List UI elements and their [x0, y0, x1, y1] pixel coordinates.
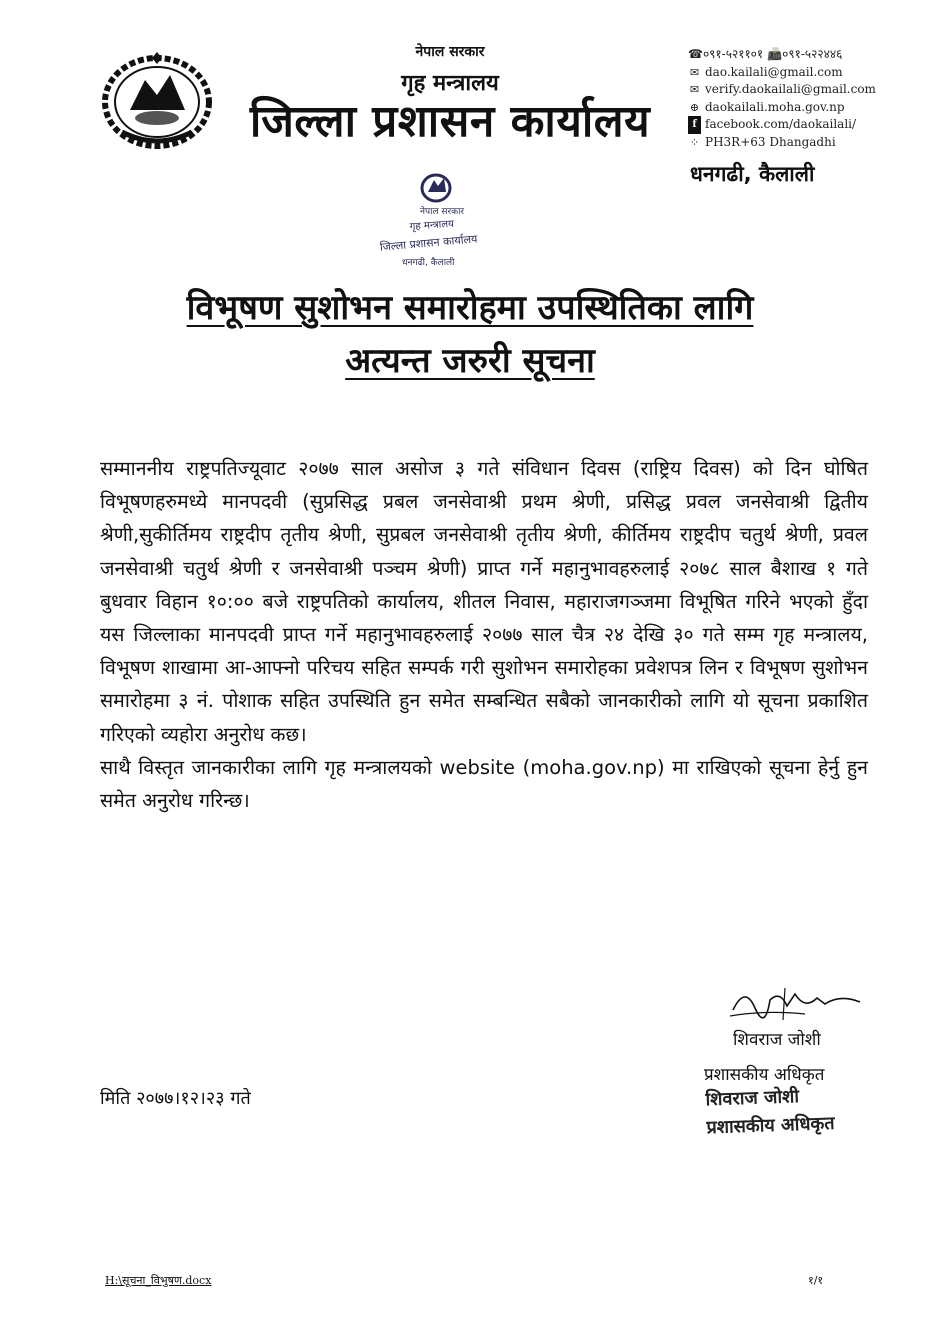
- body-paragraph-2: साथै विस्तृत जानकारीका लागि गृह मन्त्रालयको website (moha.gov.np) मा राखिएको सूचना हेर्नु हुन समेत अनुरोध गरिन्छ।: [100, 755, 868, 813]
- facebook-icon: f: [688, 116, 701, 134]
- handwritten-signature: [725, 980, 865, 1025]
- facebook-link: facebook.com/daokailali/: [705, 117, 857, 131]
- fax-number: 📠०९१-५२२४४६: [767, 47, 843, 61]
- signature-block: [700, 980, 900, 1139]
- nepal-government-emblem-icon: [100, 50, 215, 150]
- phone-number: ☎०९१-५२११०१: [688, 47, 764, 61]
- government-name: नेपाल सरकार: [415, 44, 485, 60]
- svg-text:जिल्ला प्रशासन कार्यालय: जिल्ला प्रशासन कार्यालय: [379, 232, 478, 254]
- office-location: धनगढी, कैलाली: [690, 162, 815, 186]
- pluscode-row: [688, 134, 888, 152]
- contact-block: [688, 46, 888, 151]
- title-line-2: अत्यन्त जरुरी सूचना: [345, 340, 595, 381]
- phone-row: [688, 46, 888, 64]
- email-row-1: [688, 64, 888, 82]
- file-path: H:\सूचना_विभुषण.docx: [105, 1274, 212, 1287]
- ministry-name: गृह मन्त्रालय: [401, 71, 499, 96]
- name-stamp: [705, 1080, 901, 1143]
- email-row-2: [688, 81, 888, 99]
- svg-text:गृह मन्त्रालय: गृह मन्त्रालय: [409, 218, 455, 233]
- location-pin-icon: ⁘: [689, 135, 700, 149]
- body-paragraph-1: सम्माननीय राष्ट्रपतिज्यूवाट २०७७ साल असोज ३ गते संविधान दिवस (राष्ट्रिय दिवस) को दिन घोषित विभूषणहरुमध्ये मानपदवी (सुप्रसिद्ध प्रबल जनसेवाश्री प्रथम श्रेणी, प्रसिद्ध प्रवल जनसेवाश्री द्वितीय श्रेणी,सुकीर्तिमय राष्ट्रदीप तृतीय श्रेणी, सुप्रबल जनसेवाश्री तृतीय श्रेणी, कीर्तिमय राष्ट्रदीप चतुर्थ श्रेणी, प्रवल जनसेवाश्री चतुर्थ श्रेणी र जनसेवाश्री पञ्चम श्रेणी) प्राप्त गर्ने महानुभावहरुलाई २०७८ साल बैशाख १ गते बुधवार विहान १०:०० बजे राष्ट्रपतिको कार्यालय, शीतल निवास, महाराजगञ्जमा विभूषित गरिने भएको हुँदा यस जिल्लाका मानपदवी प्राप्त गर्ने महानुभावहरुलाई २०७७ साल चैत्र २४ देखि ३० गते सम्म गृह मन्त्रालय, विभूषण शाखामा आ-आफ्नो परिचय सहित सम्पर्क गरी सुशोभन समारोहका प्रवेशपत्र लिन र विभूषण सुशोभन समारोहमा ३ नं. पोशाक सहित उपस्थिति हुन समेत सम्बन्धित सबैको जानकारीको लागि यो सूचना प्रकाशित गरिएको व्यहोरा अनुरोध कछ।: [100, 457, 868, 746]
- svg-text:नेपाल सरकार: नेपाल सरकार: [420, 207, 465, 217]
- letterhead: [225, 42, 675, 145]
- facebook-row: [688, 116, 888, 134]
- signatory-name: शिवराज जोशी: [733, 1030, 821, 1050]
- mail-icon: ✉: [689, 83, 700, 96]
- plus-code: PH3R+63 Dhangadhi: [705, 134, 836, 149]
- page-number: १/१: [808, 1274, 824, 1287]
- signatory-designation: प्रशासकीय अधिकृत: [704, 1065, 825, 1085]
- svg-text:धनगढी, कैलाली: धनगढी, कैलाली: [402, 258, 455, 268]
- mail-icon: ✉: [689, 65, 700, 79]
- stamp-title: प्रशासकीय अधिकृत: [706, 1112, 835, 1139]
- title-line-1: विभूषण सुशोभन समारोहमा उपस्थितिका लागि: [186, 288, 754, 328]
- website: daokailali.moha.gov.np: [705, 99, 845, 114]
- globe-icon: ⊕: [689, 100, 700, 114]
- office-stamp: [360, 170, 510, 270]
- website-row: [688, 99, 888, 117]
- stamp-name: शिवराज जोशी: [705, 1086, 800, 1111]
- notice-date: मिति २०७७।१२।२३ गते: [100, 1088, 251, 1109]
- email-verify: verify.daokailali@gmail.com: [705, 82, 876, 96]
- notice-title: [0, 282, 940, 387]
- office-name: जिल्ला प्रशासन कार्यालय: [249, 96, 651, 147]
- email-primary: dao.kailali@gmail.com: [705, 64, 843, 79]
- notice-body: [100, 452, 868, 817]
